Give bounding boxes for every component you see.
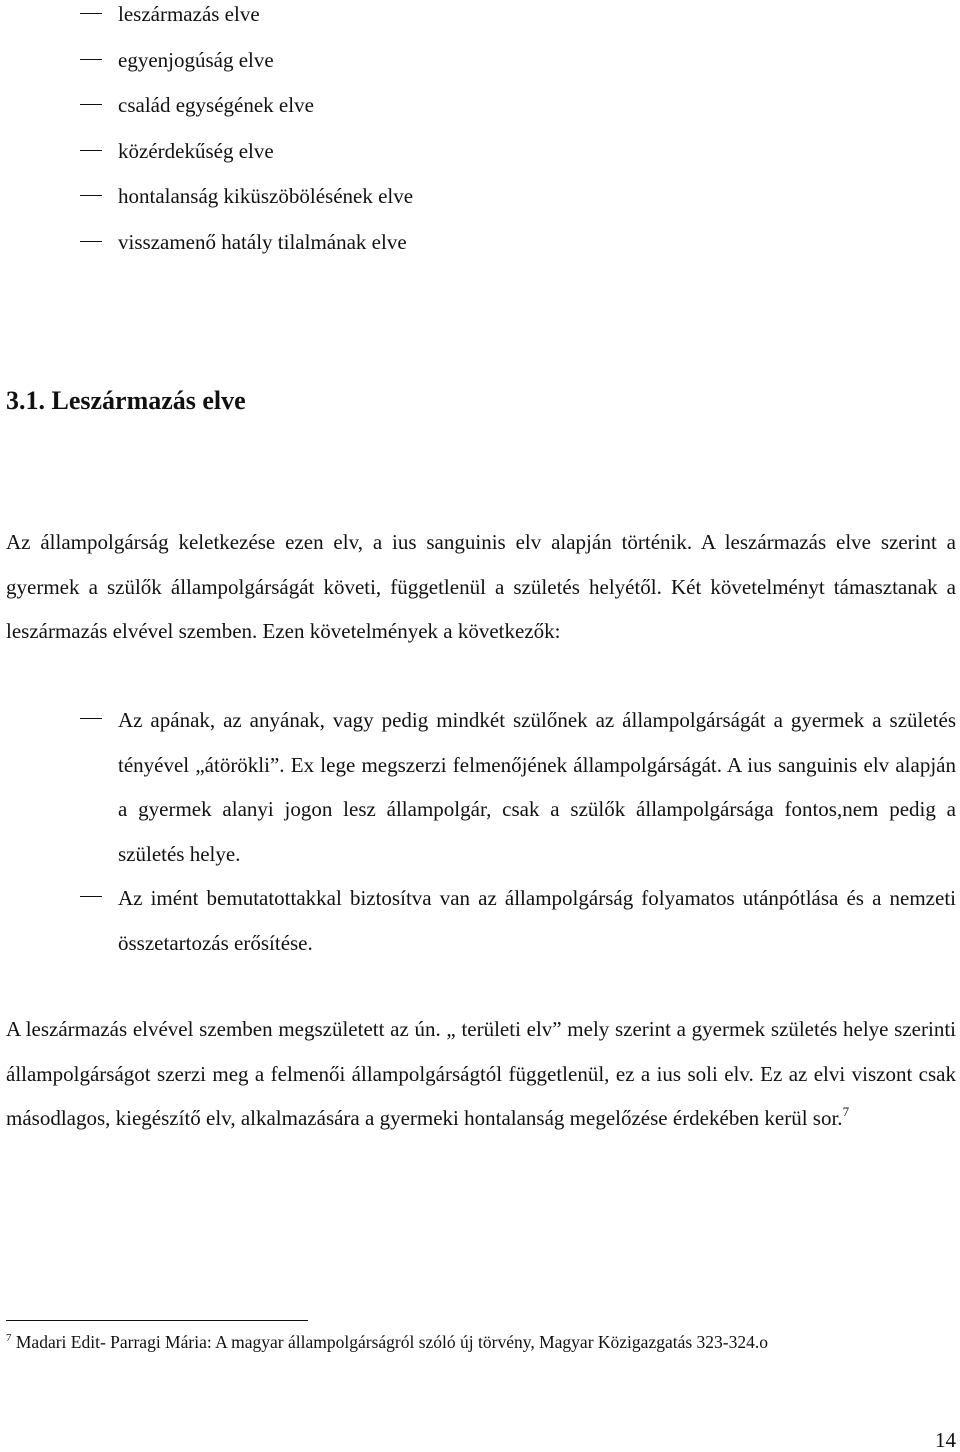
dash-bullet-icon xyxy=(80,13,102,14)
list-item xyxy=(80,91,940,137)
territorial-paragraph-text: A leszármazás elvével szemben megszületett az ún. „ területi elv” mely szerint a gyermek születés helye szerinti állampolgárságot szerzi meg a felmenői állampolgárságtól függetlenül, ez a ius soli elv. Ez az elvi viszont csak másodlagos, kiegészítő elv, alkalmazására a gyermeki hontalanság megelőzése érdekében kerül sor. xyxy=(6,1017,956,1130)
list-item xyxy=(80,0,940,46)
list-item xyxy=(80,876,956,965)
list-item-text: család egységének elve xyxy=(118,93,314,118)
footnote-number: 7 xyxy=(6,1332,12,1344)
list-item-text: közérdekűség elve xyxy=(118,138,274,163)
list-item-text: Az apának, az anyának, vagy pedig mindkét szülőnek az állampolgárságát a gyermek a születés tényével „átörökli”. Ex lege megszerzi felmenőjének állampolgárságát. A ius sanguinis elv alapján a gyermek alanyi jogon lesz állampolgár, csak a szülők állampolgársága fontos,nem pedig a születés helye. xyxy=(118,708,956,866)
list-item-text: visszamenő hatály tilalmának elve xyxy=(118,229,407,254)
list-item xyxy=(80,698,956,876)
dash-bullet-icon xyxy=(80,241,102,242)
requirements-list xyxy=(80,698,956,965)
dash-bullet-icon xyxy=(80,896,102,897)
footnote-reference[interactable]: 7 xyxy=(842,1104,850,1119)
dash-bullet-icon xyxy=(80,59,102,60)
list-item-text: hontalanság kiküszöbölésének elve xyxy=(118,184,414,209)
dash-bullet-icon xyxy=(80,195,102,196)
section-heading: 3.1. Leszármazás elve xyxy=(6,386,246,415)
dash-bullet-icon xyxy=(80,104,102,105)
list-item-text: leszármazás elve xyxy=(118,2,260,26)
footnote-text: Madari Edit- Parragi Mária: A magyar állampolgárságról szóló új törvény, Magyar Közigazgatás 323-324.o xyxy=(15,1332,768,1352)
page-number: 14 xyxy=(935,1428,956,1452)
footnote xyxy=(6,1330,768,1354)
list-item xyxy=(80,182,940,228)
list-item xyxy=(80,46,940,92)
dash-bullet-icon xyxy=(80,718,102,719)
principles-list xyxy=(80,0,940,274)
list-item xyxy=(80,137,940,183)
footnote-separator xyxy=(6,1320,308,1321)
list-item-text: egyenjogúság elve xyxy=(118,47,274,72)
intro-paragraph: Az állampolgárság keletkezése ezen elv, a ius sanguinis elv alapján történik. A leszármazás elve szerint a gyermek a szülők állampolgárságát követi, függetlenül a születés helyétől. Két követelményt támasztanak a leszármazás elvével szemben. Ezen követelmények a következők: xyxy=(6,530,956,643)
list-item-text: Az imént bemutatottakkal biztosítva van az állampolgárság folyamatos utánpótlása és a nemzeti összetartozás erősítése. xyxy=(118,886,956,955)
dash-bullet-icon xyxy=(80,150,102,151)
list-item xyxy=(80,228,940,274)
territorial-paragraph xyxy=(6,1007,956,1141)
